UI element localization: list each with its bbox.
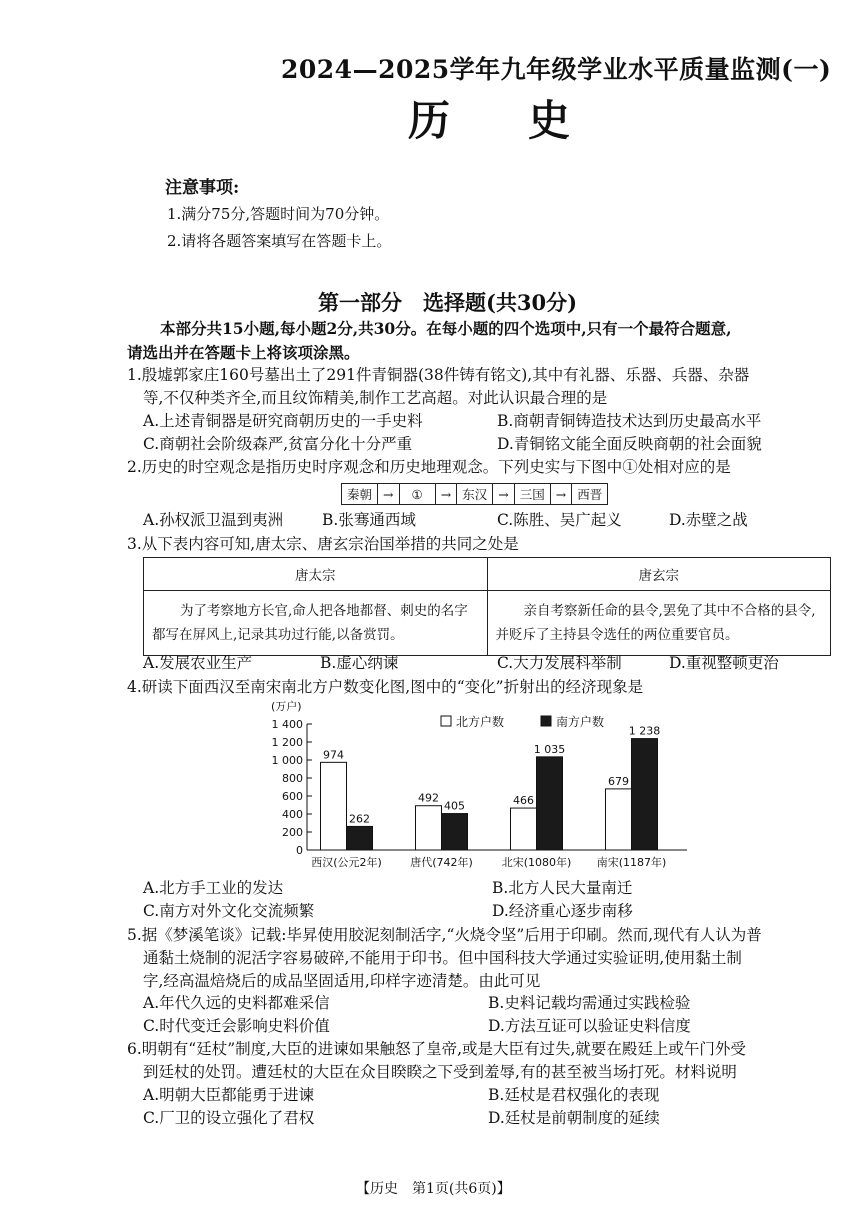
- notice-item: 2.请将各题答案填写在答题卡上。: [167, 232, 392, 250]
- q6-stem: 6.明朝有“廷杖”制度,大臣的进谏如果触怒了皇帝,或是大臣有过失,就要在殿廷上或午门外受: [127, 1040, 746, 1058]
- y-tick-label: 400: [282, 808, 303, 821]
- q1-option-d: D.青铜铭文能全面反映商朝的社会面貌: [497, 435, 762, 453]
- seq-arrow: →: [378, 484, 399, 504]
- bar-value-label: 1 035: [533, 742, 566, 756]
- q2-option-d: D.赤壁之战: [669, 511, 748, 529]
- section-title: 第一部分 选择题(共30分): [318, 290, 578, 315]
- y-tick-label: 800: [282, 772, 303, 785]
- bar-south: [442, 814, 468, 850]
- dynasty-sequence: [341, 483, 608, 505]
- y-tick-label: 1 400: [271, 718, 303, 731]
- q6-stem: 到廷杖的处罚。遭廷杖的大臣在众目睽睽之下受到羞辱,有的甚至被当场打死。材料说明: [143, 1063, 737, 1081]
- seq-sanguo: 三国: [515, 484, 551, 504]
- q4-option-a: A.北方手工业的发达: [143, 879, 284, 897]
- y-tick-label: 200: [282, 826, 303, 839]
- q5-stem: 5.据《梦溪笔谈》记载:毕昇使用胶泥刻制活字,“火烧令坚”后用于印刷。然而,现代有人认为普: [127, 926, 762, 944]
- q5-stem: 通黏土烧制的泥活字容易破碎,不能用于印书。但中国科技大学通过实验证明,使用黏土制: [143, 949, 742, 967]
- q5-option-c: C.时代变迁会影响史料价值: [143, 1017, 330, 1035]
- q3-stem: 3.从下表内容可知,唐太宗、唐玄宗治国举措的共同之处是: [127, 535, 519, 553]
- x-tick-label: 唐代(742年): [410, 856, 473, 869]
- q5-stem: 字,经高温焙烧后的成品坚固适用,印样字迹清楚。由此可见: [143, 972, 541, 990]
- seq-arrow: →: [551, 484, 572, 504]
- seq-donghan: 东汉: [457, 484, 493, 504]
- seq-arrow: →: [436, 484, 457, 504]
- bar-value-label: 679: [608, 774, 629, 788]
- q2-option-b: B.张骞通西域: [322, 511, 416, 529]
- seq-qin: 秦朝: [342, 484, 378, 504]
- bar-south: [347, 826, 373, 850]
- q5-option-b: B.史料记载均需通过实践检验: [488, 994, 691, 1012]
- y-tick-label: 1 200: [271, 736, 303, 749]
- page-footer: 【历史 第1页(共6页)】: [356, 1181, 511, 1197]
- x-tick-label: 西汉(公元2年): [311, 856, 382, 869]
- q3-option-a: A.发展农业生产: [143, 654, 253, 672]
- bar-value-label: 466: [513, 794, 534, 808]
- q3-col2-head: 唐玄宗: [487, 558, 831, 591]
- q4-stem: 4.研读下面西汉至南宋南北方户数变化图,图中的“变化”折射出的经济现象是: [127, 678, 644, 696]
- notice-item: 1.满分75分,答题时间为70分钟。: [167, 205, 390, 223]
- seq-blank-1: ①: [400, 484, 436, 504]
- y-tick-label: 0: [296, 844, 303, 857]
- q6-option-a: A.明朝大臣都能勇于进谏: [143, 1086, 315, 1104]
- q4-option-c: C.南方对外文化交流频繁: [143, 902, 315, 920]
- bar-value-label: 405: [444, 799, 465, 813]
- bar-south: [537, 757, 563, 850]
- q2-option-a: A.孙权派卫温到夷洲: [143, 511, 284, 529]
- exam-title: 2024—2025学年九年级学业水平质量监测(一): [281, 55, 832, 84]
- q4-option-d: D.经济重心逐步南移: [492, 902, 633, 920]
- q3-col1-body: 为了考察地方长官,命人把各地都督、刺史的名字都写在屏风上,记录其功过行能,以备赏罚。: [144, 591, 488, 656]
- q3-col2-body: 亲自考察新任命的县令,罢免了其中不合格的县令,并贬斥了主持县令选任的两位重要官员。: [487, 591, 831, 656]
- q3-col1-head: 唐太宗: [144, 558, 488, 591]
- subject-title: 历史: [408, 96, 649, 145]
- q6-option-b: B.廷杖是君权强化的表现: [488, 1086, 660, 1104]
- bar-value-label: 974: [323, 748, 344, 762]
- q1-option-b: B.商朝青铜铸造技术达到历史最高水平: [497, 412, 762, 430]
- q1-stem: 等,不仅种类齐全,而且纹饰精美,制作工艺高超。对此认识最合理的是: [143, 389, 608, 407]
- q2-option-c: C.陈胜、吴广起义: [497, 511, 622, 529]
- bar-value-label: 1 238: [628, 724, 661, 738]
- q1-option-c: C.商朝社会阶级森严,贫富分化十分严重: [143, 435, 413, 453]
- y-tick-label: 600: [282, 790, 303, 803]
- legend-label: 北方户数: [456, 715, 505, 729]
- bar-north: [511, 808, 537, 850]
- q1-option-a: A.上述青铜器是研究商朝历史的一手史料: [143, 412, 423, 430]
- q3-option-b: B.虚心纳谏: [320, 654, 399, 672]
- household-bar-chart: [265, 700, 695, 880]
- bar-value-label: 492: [418, 791, 439, 805]
- y-tick-label: 1 000: [271, 754, 303, 767]
- bar-north: [321, 762, 347, 850]
- q2-stem: 2.历史的时空观念是指历史时序观念和历史地理观念。下列史实与下图中①处相对应的是: [127, 458, 731, 476]
- seq-xijin: 西晋: [577, 487, 603, 502]
- q5-option-d: D.方法互证可以验证史料信度: [488, 1017, 691, 1035]
- y-axis-label: (万户): [271, 700, 302, 713]
- bar-value-label: 262: [349, 812, 370, 826]
- bar-north: [416, 806, 442, 850]
- x-tick-label: 南宋(1187年): [596, 856, 667, 869]
- q3-option-d: D.重视整顿吏治: [669, 654, 779, 672]
- notice-heading: 注意事项:: [165, 178, 240, 198]
- legend-swatch: [541, 716, 551, 726]
- q6-option-d: D.廷杖是前朝制度的延续: [488, 1109, 660, 1127]
- bar-south: [632, 739, 658, 850]
- legend-label: 南方户数: [556, 715, 605, 729]
- q4-option-b: B.北方人民大量南迁: [492, 879, 633, 897]
- q3-option-c: C.大力发展科举制: [497, 654, 622, 672]
- section-intro: 本部分共15小题,每小题2分,共30分。在每小题的四个选项中,只有一个最符合题意,: [160, 319, 732, 338]
- q1-stem: 1.殷墟郭家庄160号墓出土了291件青铜器(38件铸有铭文),其中有礼器、乐器、兵器、杂器: [127, 366, 750, 384]
- section-intro: 请选出并在答题卡上将该项涂黑。: [127, 343, 360, 362]
- q3-table: [143, 557, 831, 656]
- q5-option-a: A.年代久远的史料都难采信: [143, 994, 330, 1012]
- bar-north: [606, 789, 632, 850]
- x-tick-label: 北宋(1080年): [501, 856, 572, 869]
- q6-option-c: C.厂卫的设立强化了君权: [143, 1109, 315, 1127]
- seq-arrow: →: [493, 484, 514, 504]
- legend-swatch: [441, 716, 451, 726]
